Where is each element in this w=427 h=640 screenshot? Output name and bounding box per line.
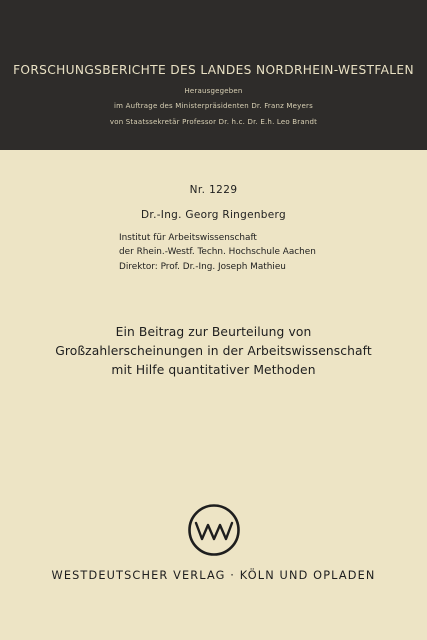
institute-line-2: der Rhein.-Westf. Techn. Hochschule Aachen — [119, 247, 316, 257]
institute-line-3: Direktor: Prof. Dr.-Ing. Joseph Mathieu — [119, 262, 286, 272]
series-band — [0, 0, 427, 150]
book-title-line-2: Großzahlerscheinungen in der Arbeitswissenschaft — [55, 344, 372, 358]
report-number: Nr. 1229 — [189, 184, 238, 196]
publisher-ww-logo-icon — [187, 503, 241, 557]
institute-line-1: Institut für Arbeitswissenschaft — [119, 233, 257, 243]
series-editor-line-3: von Staatssekretär Professor Dr. h.c. Dr. E.h. Leo Brandt — [109, 118, 318, 126]
book-title-line-3: mit Hilfe quantitativer Methoden — [111, 363, 316, 377]
series-editor-line-1: Herausgegeben — [184, 87, 243, 95]
series-title: FORSCHUNGSBERICHTE DES LANDES NORDRHEIN-WESTFALEN — [13, 63, 414, 77]
publisher-imprint: WESTDEUTSCHER VERLAG · KÖLN UND OPLADEN — [51, 569, 376, 582]
book-title-line-1: Ein Beitrag zur Beurteilung von — [115, 325, 312, 339]
series-editor-line-2: im Auftrage des Ministerpräsidenten Dr. Franz Meyers — [114, 102, 313, 110]
author-name: Dr.-Ing. Georg Ringenberg — [141, 209, 286, 221]
